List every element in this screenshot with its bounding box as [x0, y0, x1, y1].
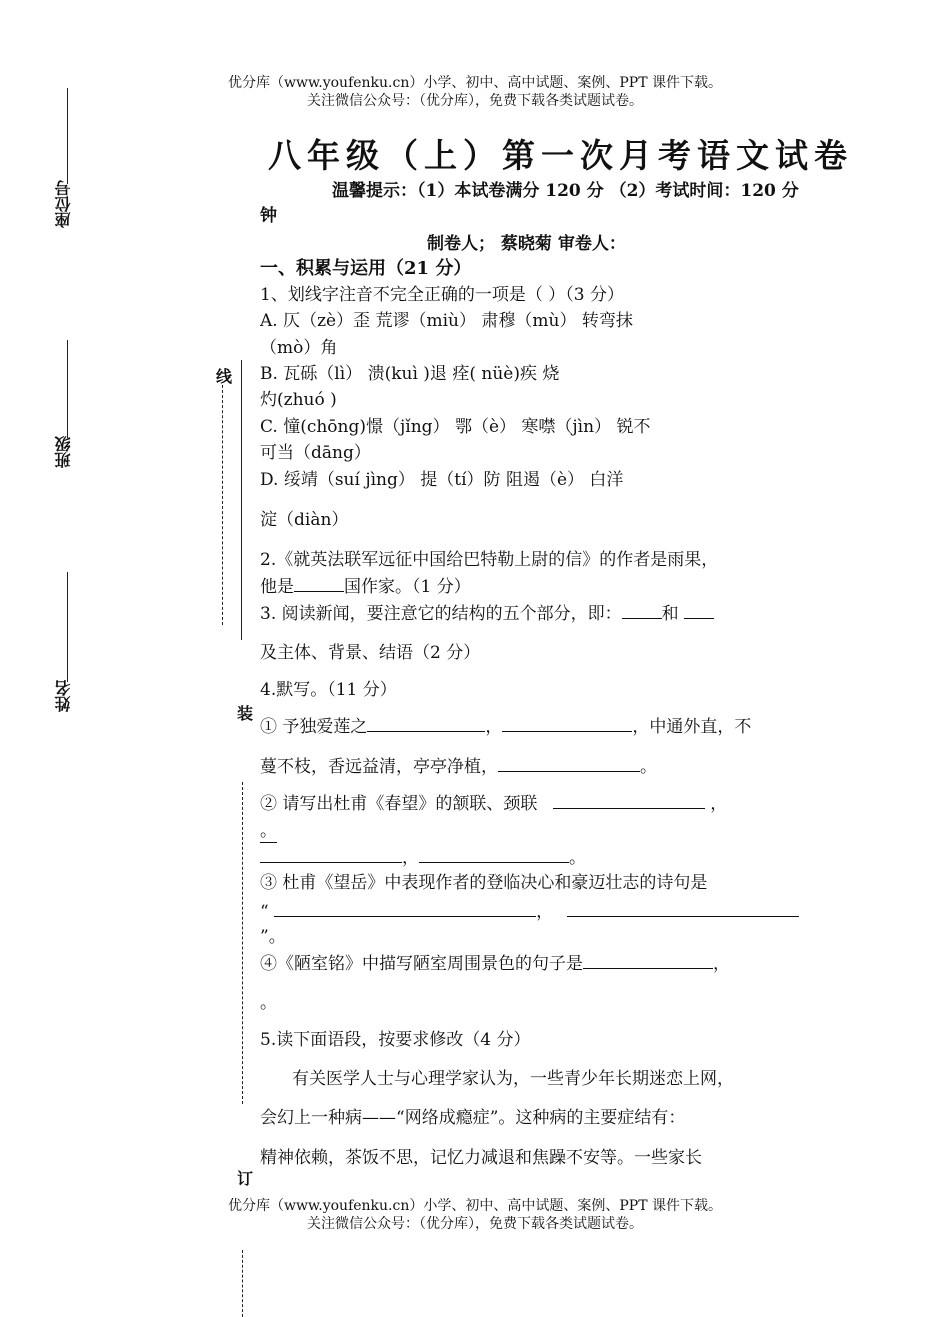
q4-2-blank-3[interactable] — [419, 846, 569, 863]
q4-item-4-end: 。 — [260, 993, 277, 1013]
q3-text-a: 3. 阅读新闻，要注意它的结构的五个部分，即： — [260, 604, 622, 624]
q4-1-text-c: ，中通外直，不 — [632, 717, 752, 737]
q4-1-blank-3[interactable] — [498, 755, 640, 772]
q3-blank-2[interactable] — [684, 602, 714, 619]
q4-1-blank-2[interactable] — [502, 715, 632, 732]
q4-2-end: 。 — [569, 848, 586, 868]
q4-2-period: 。 — [260, 821, 277, 841]
footer-line-2: 关注微信公众号：（优分库），免费下载各类试题试卷。 — [307, 1216, 643, 1232]
q1-stem: 1、划线字注音不完全正确的一项是（ ）（3 分） — [260, 285, 624, 305]
binding-xian: 线 — [216, 367, 233, 386]
q1-option-d: D. 绥靖（suí jìng） 提（tí）防 阻遏（è） 白洋 — [260, 470, 624, 490]
q4-item-3: ③ 杜甫《望岳》中表现作者的登临决心和豪迈壮志的诗句是 — [260, 873, 708, 893]
q4-item-2-period — [260, 820, 277, 843]
tip-line-2: 钟 — [260, 206, 277, 226]
q3-line-2: 及主体、背景、结语（2 分） — [260, 643, 481, 663]
q2-text-b: 国作家。（1 分） — [344, 577, 471, 597]
q1-option-a-cont: （mò）角 — [260, 338, 338, 358]
q4-1-blank-1[interactable] — [367, 715, 485, 732]
q4-4-text: ④《陋室铭》中描写陋室周围景色的句子是 — [260, 954, 583, 974]
q4-3-blank-1[interactable] — [274, 900, 536, 917]
q4-item-3-end: ”。 — [260, 927, 286, 947]
q4-2-comma: ， — [710, 794, 728, 814]
q5-line-2: 会幻上一种病——“网络成瘾症”。这种病的主要症结有： — [260, 1108, 686, 1128]
q1-option-a: A. 仄（zè）歪 荒谬（miù） 肃穆（mù） 转弯抹 — [260, 311, 633, 331]
q4-3-comma: ， — [536, 902, 554, 922]
q5-line-3: 精神依赖，茶饭不思，记忆力减退和焦躁不安等。一些家长 — [260, 1148, 702, 1168]
q4-item-4 — [260, 952, 730, 975]
q2-text-a: 他是 — [260, 577, 294, 597]
q2-blank[interactable] — [294, 575, 344, 592]
name-line — [67, 572, 68, 682]
q4-3-blank-2[interactable] — [567, 900, 799, 917]
q4-item-2-cont — [260, 846, 586, 869]
q1-option-d-cont: 淀（diàn） — [260, 510, 349, 530]
class-line — [67, 340, 68, 438]
header-line-2: 关注微信公众号：（优分库），免费下载各类试题试卷。 — [307, 93, 643, 109]
binding-dash-3 — [242, 1250, 243, 1317]
q4-2-text: ② 请写出杜甫《春望》的颔联、颈联 — [260, 794, 538, 814]
q4-2-comma-2: ， — [402, 848, 419, 868]
q4-1-end: 。 — [640, 757, 657, 777]
q4-1-text: ① 予独爱莲之 — [260, 717, 368, 737]
q2-line-2 — [260, 575, 471, 598]
binding-ding: 订 — [237, 1169, 254, 1188]
page-title: 八年级（上）第一次月考语文试卷 — [268, 136, 853, 175]
seat-label: 座位号 — [54, 180, 73, 228]
q3-text-b: 和 — [661, 604, 679, 624]
q4-1-text-d: 蔓不枝，香远益清，亭亭净植， — [260, 757, 498, 777]
q4-item-1-cont — [260, 755, 657, 778]
binding-solid-1 — [241, 360, 242, 640]
q5-stem: 5.读下面语段，按要求修改（4 分） — [260, 1030, 531, 1050]
binding-dash-2 — [242, 782, 243, 1104]
q1-option-c-cont: 可当（dāng） — [260, 443, 371, 463]
q4-1-comma: ， — [485, 717, 503, 737]
q4-item-2 — [260, 792, 727, 815]
q4-stem: 4.默写。（11 分） — [260, 680, 397, 700]
q1-option-b-cont: 灼(zhuó ) — [260, 390, 337, 410]
header-line-1: 优分库（www.youfenku.cn）小学、初中、高中试题、案例、PPT 课件下载。 — [227, 75, 722, 91]
section-heading: 一、积累与运用（21 分） — [260, 258, 472, 279]
q5-line-1: 有关医学人士与心理学家认为，一些青少年长期迷恋上网， — [292, 1069, 734, 1089]
q4-item-3-cont — [260, 900, 799, 923]
q1-option-c: C. 憧(chōng)憬（jǐng） 鄂（è） 寒噤（jìn） 锐不 — [260, 417, 651, 437]
class-label: 班级 — [54, 436, 73, 468]
q1-option-b: B. 瓦砾（lì） 溃(kuì )退 痊( nüè)疾 烧 — [260, 364, 560, 384]
authors: 制卷人； 蔡晓菊 审卷人： — [427, 234, 626, 254]
q4-2-blank-2[interactable] — [260, 846, 402, 863]
binding-dash-1 — [222, 385, 223, 625]
q4-item-1 — [260, 715, 751, 738]
tip-line-1: 温馨提示：（1）本试卷满分 120 分 （2）考试时间：120 分 — [332, 181, 799, 201]
q4-4-blank[interactable] — [583, 952, 713, 969]
q4-2-blank-1[interactable] — [553, 792, 705, 809]
footer-line-1: 优分库（www.youfenku.cn）小学、初中、高中试题、案例、PPT 课件下载。 — [227, 1198, 722, 1214]
binding-zhuang: 装 — [237, 704, 254, 723]
q4-3-quote-open: “ — [260, 902, 269, 922]
q3-blank-1[interactable] — [622, 602, 662, 619]
seat-line — [67, 88, 68, 184]
name-label: 姓名 — [54, 680, 73, 712]
q3-line-1 — [260, 602, 714, 625]
q2-line-1: 2.《就英法联军远征中国给巴特勒上尉的信》的作者是雨果， — [260, 550, 719, 570]
q4-4-comma: ， — [713, 954, 730, 974]
